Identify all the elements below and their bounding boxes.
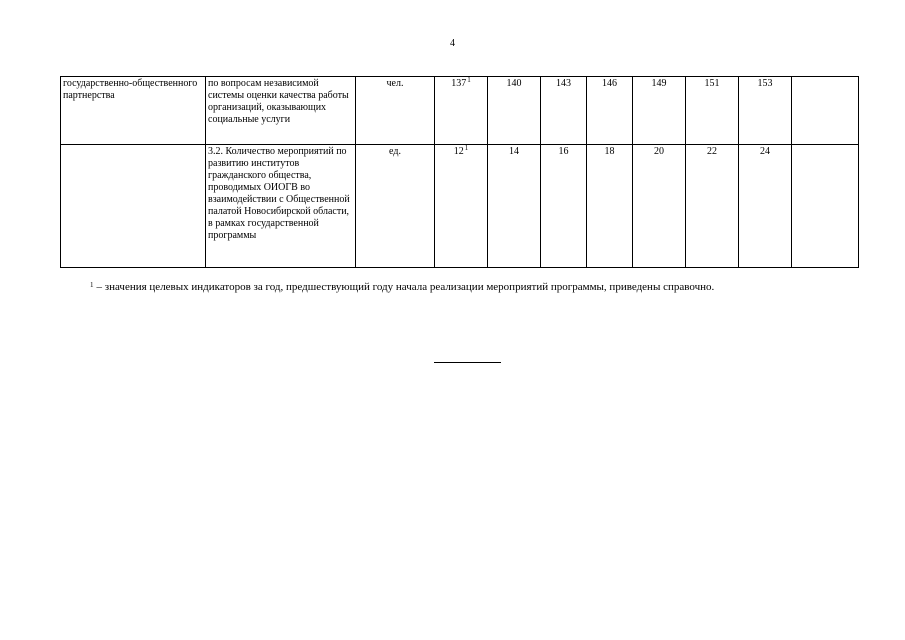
- indicator-cell: 3.2. Количество мероприятий по развитию институтов гражданского общества, проводимых ОИОГВ во взаимодействии с Общественной палатой Новосибирской области, в рамках государственной программы: [206, 145, 356, 268]
- value-cell: 16: [541, 145, 587, 268]
- value-cell: [435, 77, 488, 145]
- footnote-mark: 1: [464, 144, 469, 152]
- page-number: 4: [450, 38, 455, 49]
- footnote-mark: 1: [90, 281, 94, 289]
- value-cell: 146: [587, 77, 633, 145]
- table-row: [61, 145, 859, 268]
- value-cell: 143: [541, 77, 587, 145]
- value-cell: 140: [488, 77, 541, 145]
- table-row: [61, 77, 859, 145]
- unit-cell: чел.: [356, 77, 435, 145]
- goal-cell: государственно-общественного партнерства: [61, 77, 206, 145]
- value-text: 137: [451, 78, 467, 89]
- value-cell: 151: [686, 77, 739, 145]
- value-cell: 153: [739, 77, 792, 145]
- end-of-document-rule: [434, 362, 501, 363]
- note-cell: [792, 77, 859, 145]
- value-cell: [435, 145, 488, 268]
- value-cell: 18: [587, 145, 633, 268]
- value-text: 12: [453, 146, 464, 157]
- indicators-table: [60, 76, 859, 268]
- indicator-cell: по вопросам независимой системы оценки качества работы организаций, оказывающих социальные услуги: [206, 77, 356, 145]
- value-cell: 14: [488, 145, 541, 268]
- footnote-mark: 1: [467, 76, 471, 84]
- value-cell: 24: [739, 145, 792, 268]
- unit-cell: ед.: [356, 145, 435, 268]
- note-cell: [792, 145, 859, 268]
- value-cell: 20: [633, 145, 686, 268]
- value-cell: 22: [686, 145, 739, 268]
- value-cell: 149: [633, 77, 686, 145]
- footnote-text: – значения целевых индикаторов за год, предшествующий году начала реализации мероприятий программы, приведены справочно.: [96, 281, 715, 293]
- footnote: [90, 280, 714, 294]
- goal-cell: [61, 145, 206, 268]
